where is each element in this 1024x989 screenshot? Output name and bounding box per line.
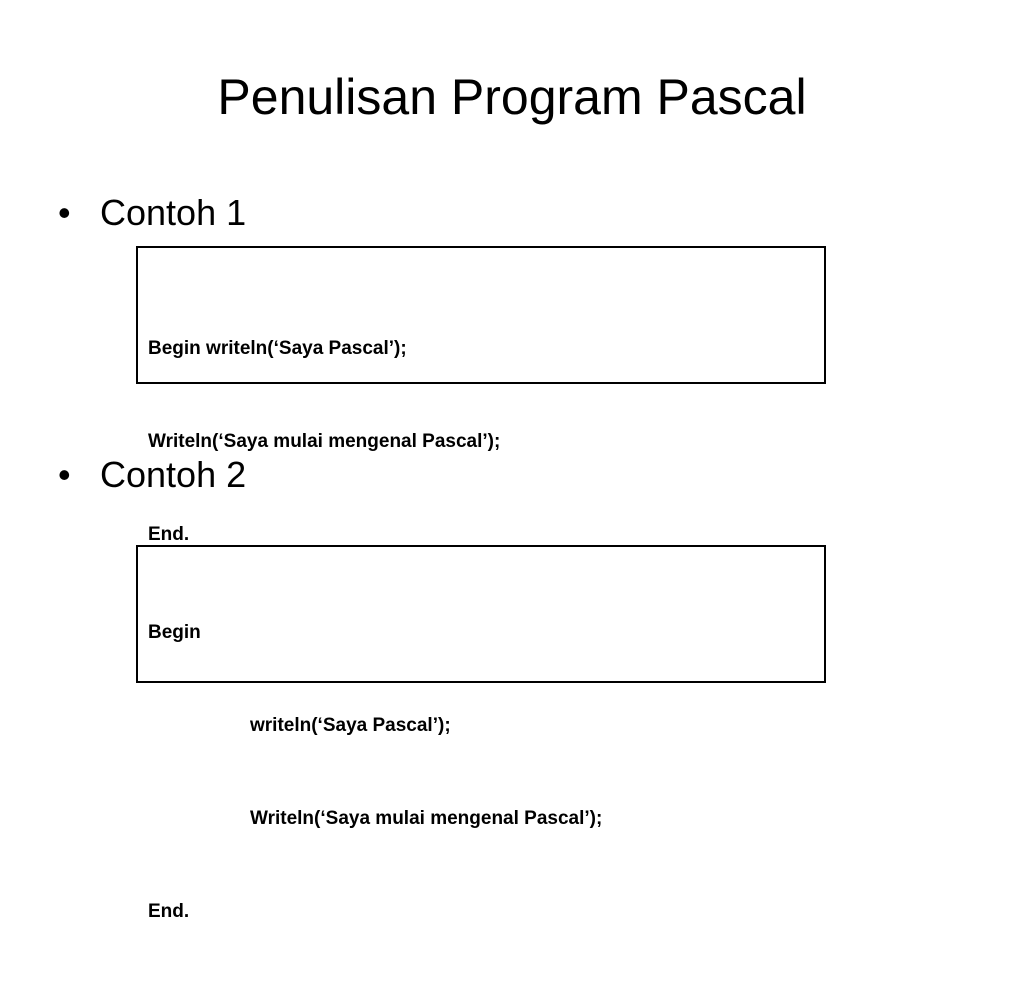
bullet-contoh-1 (58, 191, 246, 235)
bullet-label: Contoh 1 (100, 192, 247, 233)
bullet-dot-icon: • (58, 454, 71, 495)
code-line-indented: writeln(‘Saya Pascal’); (250, 715, 451, 736)
bullet-contoh-2 (58, 453, 246, 497)
code-line: Writeln(‘Saya mulai mengenal Pascal’); (148, 431, 501, 452)
slide-title: Penulisan Program Pascal (217, 69, 807, 125)
bullet-label: Contoh 2 (100, 454, 247, 495)
code-box-contoh-2 (136, 545, 826, 922)
code-line: End. (148, 524, 190, 545)
code-line-indented: Writeln(‘Saya mulai mengenal Pascal’); (250, 808, 603, 829)
code-line: End. (148, 901, 190, 922)
code-line: Begin (148, 622, 201, 643)
code-block (148, 555, 602, 989)
bullet-dot-icon: • (58, 192, 71, 233)
code-line: Begin writeln(‘Saya Pascal’); (148, 338, 407, 359)
